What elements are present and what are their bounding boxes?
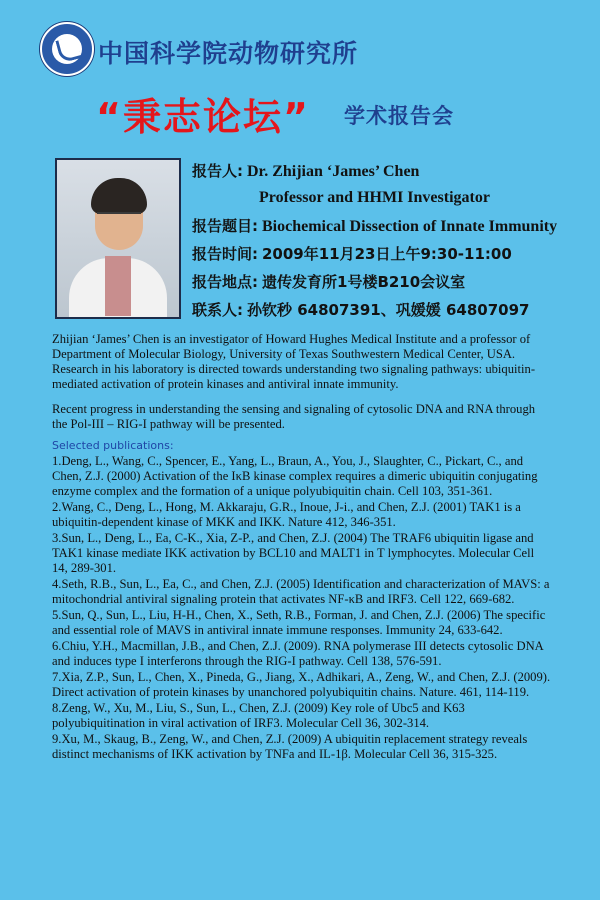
topic-label: 报告题目: bbox=[192, 217, 258, 235]
institute-name: 中国科学院动物研究所 bbox=[98, 39, 359, 68]
time-label: 报告时间: bbox=[192, 245, 258, 263]
publication-item: 8.Zeng, W., Xu, M., Liu, S., Sun, L., Chen, Z.J. (2009) Key role of Ubc5 and K63 polyubiquitination in viral activation of IRF3. Molecular Cell 36, 302-314. bbox=[52, 701, 465, 730]
forum-title: “秉志论坛” bbox=[96, 95, 310, 139]
location: 遗传发育所1号楼B210会议室 bbox=[262, 273, 466, 291]
institute-seal-icon bbox=[40, 22, 94, 76]
speaker-line bbox=[192, 160, 419, 181]
publication-item: 7.Xia, Z.P., Sun, L., Chen, X., Pineda, G., Jiang, X., Adhikari, A., Zeng, W., and Chen, Z.J. (2009). Direct activation of protein kinases by unanchored polyubiquitin chains. Nature. 461, 114-119. bbox=[52, 670, 551, 699]
contact-line bbox=[192, 299, 529, 320]
contact-label: 联系人: bbox=[192, 301, 243, 319]
publications-heading: Selected publications: bbox=[52, 439, 174, 452]
location-label: 报告地点: bbox=[192, 273, 258, 291]
publication-list bbox=[52, 454, 552, 762]
speaker-label: 报告人: bbox=[192, 162, 243, 180]
time-line bbox=[192, 243, 512, 264]
publication-item: 6.Chiu, Y.H., Macmillan, J.B., and Chen, Z.J. (2009). RNA polymerase III detects cytosolic DNA and induces type I interferons through the RIG-I pathway. Cell 138, 576-591. bbox=[52, 639, 544, 668]
publication-item: 5.Sun, Q., Sun, L., Liu, H-H., Chen, X., Seth, R.B., Forman, J. and Chen, Z.J. (2006) The specific and essential role of MAVS in antiviral innate immune responses. Immunity 24, 633-642. bbox=[52, 608, 546, 637]
location-line bbox=[192, 271, 465, 292]
time: 2009年11月23日上午9:30-11:00 bbox=[262, 245, 512, 263]
forum-subtitle: 学术报告会 bbox=[344, 104, 454, 128]
body-text bbox=[52, 332, 552, 763]
speaker-name: Dr. Zhijian ‘James’ Chen bbox=[247, 163, 420, 180]
contact: 孙钦秒 64807391、巩媛媛 64807097 bbox=[247, 301, 530, 319]
header bbox=[0, 0, 600, 150]
publication-item: 1.Deng, L., Wang, C., Spencer, E., Yang, L., Braun, A., You, J., Slaughter, C., Pickart, C., and Chen, Z.J. (2000) Activation of the IκB kinase complex requires a dimeric ubiquitin conjugating enzyme complex and the formation of a unique polyubiquitin chain. Cell 103, 351-361. bbox=[52, 454, 538, 498]
speaker-title: Professor and HHMI Investigator bbox=[259, 189, 490, 206]
bio-paragraph-1: Zhijian ‘James’ Chen is an investigator of Howard Hughes Medical Institute and a professor of Department of Molecular Biology, University of Texas Southwestern Medical Center, USA. Research in his laboratory is directed towards understanding two signaling pathways: ubiquitin-mediated activation of protein kinases and antiviral innate immunity. bbox=[52, 332, 536, 391]
topic-line bbox=[192, 215, 557, 236]
speaker-portrait-icon bbox=[55, 158, 181, 319]
publication-item: 4.Seth, R.B., Sun, L., Ea, C., and Chen, Z.J. (2005) Identification and characterization of MAVS: a mitochondrial antiviral signaling protein that activates NF-κB and IRF3. Cell 122, 669-682. bbox=[52, 577, 550, 606]
bio-paragraph-2: Recent progress in understanding the sensing and signaling of cytosolic DNA and RNA through the Pol-III – RIG-I pathway will be presented. bbox=[52, 402, 536, 431]
publication-item: 3.Sun, L., Deng, L., Ea, C-K., Xia, Z-P., and Chen, Z.J. (2004) The TRAF6 ubiquitin ligase and TAK1 kinase mediate IKK activation by BCL10 and MALT1 in T lymphocytes. Molecular Cell 14, 289-301. bbox=[52, 531, 535, 575]
publication-item: 2.Wang, C., Deng, L., Hong, M. Akkaraju, G.R., Inoue, J-i., and Chen, Z.J. (2001) TAK1 is a ubiquitin-dependent kinase of MKK and IKK. Nature 412, 346-351. bbox=[52, 500, 521, 529]
publication-item: 9.Xu, M., Skaug, B., Zeng, W., and Chen, Z.J. (2009) A ubiquitin replacement strategy reveals distinct mechanisms of IKK activation by TNFa and IL-1β. Molecular Cell 36, 315-325. bbox=[52, 732, 528, 761]
topic: Biochemical Dissection of Innate Immunity bbox=[262, 218, 558, 235]
